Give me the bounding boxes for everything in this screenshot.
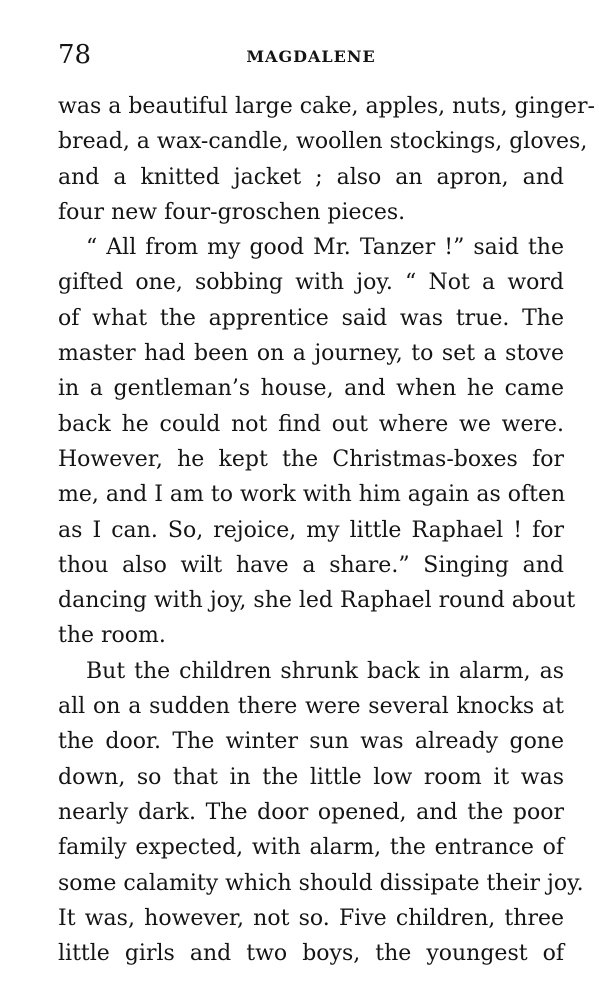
text-line: little girls and two boys, the youngest of	[58, 941, 564, 967]
text-line: thou also wilt have a share.” Singing and	[58, 552, 564, 578]
text-line: “ All from my good Mr. Tanzer !” said the	[86, 235, 564, 261]
text-line: dancing with joy, she led Raphael round about	[58, 588, 576, 614]
running-head: MAGDALENE	[246, 47, 376, 66]
text-line: But the children shrunk back in alarm, as	[86, 658, 564, 684]
text-line: However, he kept the Christmas-boxes for	[58, 446, 564, 472]
page-number: 78	[58, 40, 92, 70]
text-line: master had been on a journey, to set a stove	[58, 341, 564, 367]
text-line: of what the apprentice said was true. The	[58, 305, 564, 331]
text-line: family expected, with alarm, the entrance of	[58, 835, 564, 861]
text-line: the room.	[58, 623, 166, 649]
body-text	[58, 89, 595, 971]
text-line: as I can. So, rejoice, my little Raphael ! for	[58, 517, 564, 543]
text-line: back he could not find out where we were.	[58, 411, 564, 437]
text-line: the door. The winter sun was already gone	[58, 729, 564, 755]
text-line: nearly dark. The door opened, and the poor	[58, 799, 564, 825]
text-line: and a knitted jacket ; also an apron, and	[58, 164, 564, 190]
page-header	[58, 38, 564, 72]
text-line: was a beautiful large cake, apples, nuts, ginger-	[58, 94, 595, 119]
text-line: all on a sudden there were several knocks at	[58, 694, 564, 720]
text-line: bread, a wax-candle, woollen stockings, gloves,	[58, 129, 588, 155]
text-line: down, so that in the little low room it was	[58, 764, 564, 790]
text-line: four new four-groschen pieces.	[58, 199, 406, 225]
text-line: in a gentleman’s house, and when he came	[58, 376, 564, 402]
text-line: It was, however, not so. Five children, three	[58, 905, 564, 931]
text-line: some calamity which should dissipate their joy.	[58, 870, 584, 896]
text-line: me, and I am to work with him again as often	[58, 482, 566, 508]
text-line: gifted one, sobbing with joy. “ Not a word	[58, 270, 564, 296]
